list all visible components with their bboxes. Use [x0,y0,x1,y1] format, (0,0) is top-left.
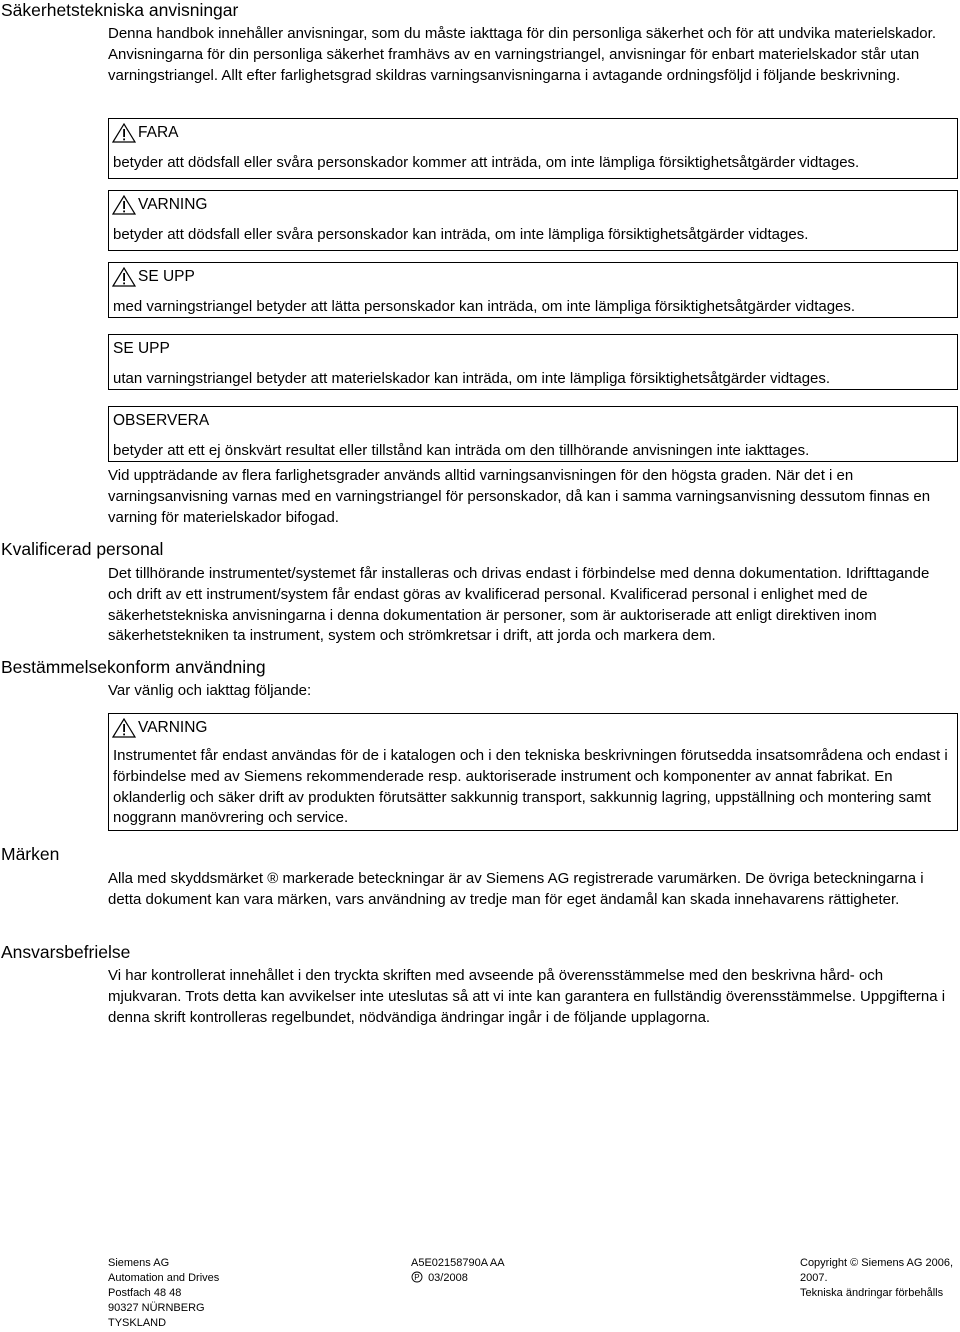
box-caution-title: SE UPP [138,268,195,285]
doc-number: A5E02158790A AA [411,1257,505,1269]
warning-triangle-icon [111,195,137,215]
trademarks-text: Alla med skyddsmärket ® markerade beteckningar är av Siemens AG registrerade varumärken. De övriga beteckningarna i detta dokument kan vara märken, vars användning av tredje man för eget ändamål kan skada innehavarens rättigheter. [108,870,924,908]
warning-triangle-icon [111,267,137,287]
box-caution-text: med varningstriangel betyder att lätta personskador kan inträda, om inte lämpliga försiktighetsåtgärder vidtages. [113,298,856,315]
box-warning-text: betyder att dödsfall eller svåra personskador kan inträda, om inte lämpliga försiktighetsåtgärder vidtages. [113,226,809,243]
box-danger [108,118,958,179]
box-caution-plain [108,334,958,390]
footer-doc-info [411,1256,505,1286]
edition-icon [411,1271,425,1283]
footer-copyright: Copyright © Siemens AG 2006, 2007. Tekniska ändringar förbehålls [800,1257,954,1299]
disclaimer-text: Vi har kontrollerat innehållet i den tryckta skriften med avseende på överensstämmelse med den beskrivna hård- och mjukvaran. Trots detta kan avvikelser inte uteslutas så att vi inte kan garantera en fullständig överensstämmelse. Uppgifterna i denna skrift kontrolleras regelbundet, nödvändiga ändringar ingår i de följande upplagorna. [108,967,946,1026]
warning-triangle-icon [111,123,137,143]
heading-qualified: Kvalificerad personal [1,539,164,559]
footer-address: Siemens AG Automation and Drives Postfach 48 48 90327 NÜRNBERG TYSKLAND [108,1257,220,1329]
box-intended-title: VARNING [138,719,208,736]
safety-intro: Denna handbok innehåller anvisningar, som du måste iakttaga för din personliga säkerhet och för att undvika materielskador. Anvisningarna för din personliga säkerhet framhävs av en varningstriangel, anvisningar för enbart materielskador står utan varningstriangel. Allt efter farlighetsgrad skildras varningsanvisningarna i avtagande ordningsföljd i följande beskrivning. [108,25,936,84]
multi-level-note: Vid uppträdande av flera farlighetsgrader används alltid varningsanvisningen för den högsta graden. När det i en varningsanvisning varnas med en varningstriangel för personskador, då kan i samma varningsanvisning dessutom finnas en varning för materielskador bifogad. [108,467,931,526]
box-caution-triangle [108,262,958,318]
qualified-text: Det tillhörande instrumentet/systemet får installeras och drivas endast i förbindelse med denna dokumentation. Idrifttagande och drift av ett instrument/system får endast göras av kvalificerad personal. Kvalificerad personal i enlighet med de säkerhetstekniska anvisningarna i denna dokumentation är personer, som är auktoriserade att enligt direktiven inom säkerhetstekniken ta instrument, system och strömkretsar i drift, att jorda och markera dem. [108,565,930,645]
box-danger-title: FARA [138,124,179,141]
box-intended-warning [108,713,958,831]
heading-safety: Säkerhetstekniska anvisningar [1,0,239,20]
heading-disclaimer: Ansvarsbefrielse [1,942,131,962]
intended-use-intro: Var vänlig och iakttag följande: [108,682,312,699]
svg-text:P: P [414,1273,420,1282]
box-danger-text: betyder att dödsfall eller svåra personskador kommer att inträda, om inte lämpliga försiktighetsåtgärder vidtages. [113,154,860,171]
warning-triangle-icon [111,718,137,738]
box-caution-plain-text: utan varningstriangel betyder att materielskador kan inträda, om inte lämpliga försiktighetsåtgärder vidtages. [113,370,831,387]
box-notice [108,406,958,462]
box-notice-title: OBSERVERA [113,412,210,429]
box-notice-text: betyder att ett ej önskvärt resultat eller tillstånd kan inträda om den tillhörande anvisningen inte iakttages. [113,442,810,459]
box-warning [108,190,958,251]
edition-date: P 03/2008 [411,1271,505,1286]
heading-trademarks: Märken [1,844,60,864]
box-intended-text: Instrumentet får endast användas för de i katalogen och i den tekniska beskrivningen förutsedda insatsområdena och endast i förbindelse med av Siemens rekommenderade resp. auktoriserade instrument och komponenter av annat fabrikat. En oklanderlig och säker drift av produkten förutsätter sakkunnig transport, sakkunnig lagring, uppställning och montering samt noggrann manövrering och service. [113,747,948,827]
box-warning-title: VARNING [138,196,208,213]
box-caution-plain-title: SE UPP [113,340,170,357]
heading-intended-use: Bestämmelsekonform användning [1,657,266,677]
